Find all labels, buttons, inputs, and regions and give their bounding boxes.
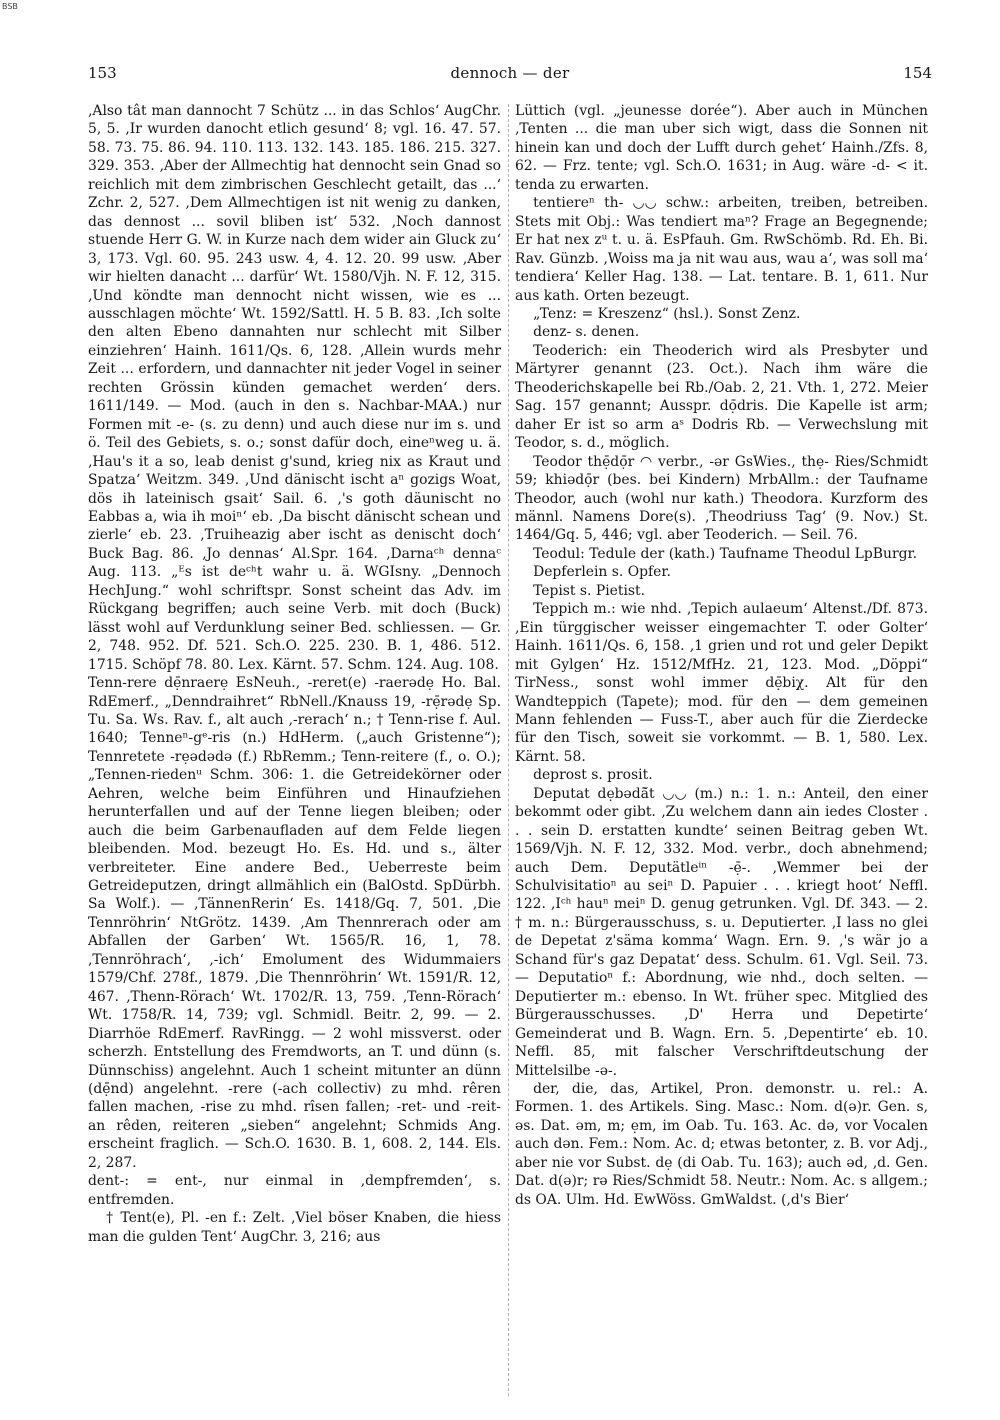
entry-deputat: Deputat dẹbədā̆t ◡◡ (m.) n.: 1. n.: Anteil, den einer bekommt oder gibt. ‚Zu welchem dann ain iedes Closter . . . sein D. erstatten kundte‘ seinen Beitrag geben Wt. 1569/Vjh. N. F. 12, 332. Mod. verbr., doch abnehmend; auch Dem. Deputätleⁱⁿ -ẹ̄-. ‚Wemmer bei der Schulvisitatioⁿ au seiⁿ D. Papuier . . . kriegt hoot‘ Neffl. 122. ‚Iᶜʰ hauⁿ meiⁿ D. genug getrunken. Vgl. Df. 343. — 2. † m. n.: Bürgerausschuss, s. u. Deputierter. ‚I lass no glei de Depetat z'säma komma‘ Wagn. Ern. 9. ‚'s wär jo a Schand für's gaz Depatat‘ dess. Schulm. 61. Vgl. Seil. 73. — Deputatioⁿ f.: Abordnung, wie nhd., doch selten. — Deputierter m.: ebenso. In Wt. früher spec. Mitglied des Bürgerausschusses. ‚D' Herra und Depetirte‘ Gemeinderat und B. Wagn. Ern. 5. ‚Depentirte‘ eb. 10. Neffl. 85, mit falscher Verschriftdeutschung der Mittelsilbe -ə-. <box>515 785 928 1079</box>
running-title: dennoch — der <box>450 64 570 82</box>
right-column <box>515 102 928 1402</box>
page-header <box>88 64 932 90</box>
entry-tenn-rere: Tenn-rere dẹ̄nraerẹ EsNeuh., -reret(e) -raerədẹ Ho. Bal. RdEmerf., „Denndraihret“ RbNell./Knauss 19, -rẹ̄rədẹ Sp. Tu. Sa. Ws. Rav. f., alt auch ‚-rerach‘ n.; † Tenn-rise f. Aul. 1640; Tenneⁿ-gᵉ-ris (n.) HdHerm. („auch Gristenne“); Tennretete -rẹədədə (f.) RbRemm.; Tenn-reitere (f., o. O.); „Tennen-riedenᵘ Schm. 306: 1. die Getreidekörner oder Aehren, welche beim Einführen und Hinaufziehen herunterfallen und auf der Tenne liegen bleiben; oder auch die beim Garbenaufladen auf dem Felde liegen bleibenden. Mod. bezeugt Ho. Es. Hd. und s., älter verbreiteter. Eine andere Bed., Ueberreste beim Getreideputzen, dringt allmählich ein (BalOstd. SpDürbh. Sa Wolf.). — ‚TännenRerin‘ Es. 1418/Gq. 7, 501. ‚Die Tennröhrin‘ NtGrötz. 1439. ‚Am Thennrerach oder am Abfallen der Garben‘ Wt. 1565/R. 16, 1, 78. ‚Tennröhrach‘, ‚-ich‘ Emolument des Widummaiers 1579/Chf. 278f., 1879. ‚Die Thennröhrin‘ Wt. 1591/R. 12, 467. ‚Thenn-Rörach‘ Wt. 1702/R. 13, 759. ‚Tenn-Rörach‘ Wt. 1758/R. 14, 739; vgl. Schmidl. Beitr. 2, 99. — 2. Diarrhöe RdEmerf. RavRingg. — 2 wohl missverst. oder scherzh. Entstellung des Fremdworts, an T. und dünn (s. Dünnschiss) angelehnt. Auch 1 scheint mitunter an dünn (dẹ̄nd) angelehnt. -rere (-ach collectiv) zu mhd. rêren fallen machen, -rise zu mhd. rîsen fallen; -ret- und -reit- an rêden, reiteren „sieben“ angelehnt; Schmids Ang. erscheint fraglich. — Sch.O. 1630. B. 1, 608. 2, 144. Els. 2, 287. <box>88 675 501 1171</box>
left-page-number: 153 <box>88 64 117 82</box>
entry-der: der, die, das, Artikel, Pron. demonstr. u. rel.: A. Formen. 1. des Artikels. Sing. Masc.: Nom. d(ə)r. Gen. s, əs. Dat. əm, m; ẹm, im Oab. Tu. 163. Ac. də, vor Vocalen auch dən. Fem.: Nom. Ac. d; etwas betonter, z. B. vor Adj., aber nie vor Subst. dẹ (di Oab. Tu. 163); auch əd, ‚d. Gen. Dat. d(ə)r; rə Ries/Schmidt 58. Neutr.: Nom. Ac. s allgem.; ds OA. Ulm. Hd. EwWöss. GmWaldst. (‚d's Bier‘ <box>515 1081 928 1208</box>
library-mark: BSB <box>2 2 18 11</box>
entry-teppich: Teppich m.: wie nhd. ‚Tepich aulaeum‘ Altenst./Df. 873. ‚Ein türggischer weisser eingemachter T. oder Golter‘ Hainh. 1611/Qs. 6, 158. ‚1 grien und rot und geler Depikt mit Gylgen‘ Hz. 1512/MfHz. 21, 123. Mod. „Döppi“ TirNess., sonst wohl immer dẹ̄biχ. Alt für den Wandteppich (Tapete); mod. für den — dem gemeinen Mann fehlenden — Fuss-T., aber auch für die Zierdecke für den Tisch, soweit sie vorkommt. — B. 1, 580. Lex. Kärnt. 58. <box>515 601 928 765</box>
entry-tenz: „Tenz: = Kreszenz“ (hsl.). Sonst Zenz. <box>533 305 801 322</box>
entry-teodor: Teodor thẹ̄dọ̄r ◠ verbr., -ər GsWies., thẹ- Ries/Schmidt 59; khiədọ̄r (bes. bei Kindern) MrbAllm.: der Taufname Theodor, auch (wohl nur kath.) Theodora. Kurzform des männl. Namens Dore(s). ‚Theodriuss Tag‘ (9. Nov.) St. 1464/Gq. 5, 446; vgl. aber Teoderich. — Seil. 76. <box>515 453 928 544</box>
entry-tentieren: tentiereⁿ th- ◡◡ schw.: arbeiten, treiben, betreiben. Stets mit Obj.: Was tendiert maⁿ? Frage an Begegnende; Er hat nex zᵘ t. u. ä. EsPfauh. Gm. RwSchömb. Rd. Eh. Bi. Rav. Günzb. ‚Woiss ma ja nit wau aus, wau a‘, was soll ma‘ tendiera‘ Keller Hag. 138. — Lat. tentare. B. 1, 611. Nur aus kath. Orten bezeugt. <box>515 195 928 304</box>
column-divider <box>508 104 509 1396</box>
entry-dent: dent-: = ent-, nur einmal in ‚dempfremden‘, s. entfremden. <box>88 1173 501 1208</box>
entry-tepist: Tepist s. Pietist. <box>533 582 646 599</box>
entry-teoderich: Teoderich: ein Theoderich wird als Presbyter und Märtyrer genannt (23. Oct.). Nach ihm wäre die Theoderichskapelle bei Rb./Oab. 2, 21. Vth. 1, 272. Meier Sag. 157 genannt; Ausspr. dọ̄dris. Die Kapelle ist arm; daher Er ist so arm aˢ Dodris Rb. — Verwechslung mit Teodor, s. d., möglich. <box>515 342 928 452</box>
right-page-number: 154 <box>903 64 932 82</box>
entry-deprost: deprost s. prosit. <box>533 767 653 784</box>
entry-paragraph: ‚Also tât man dannocht 7 Schütz ... in das Schlos‘ AugChr. 5, 5. ‚Ir wurden danocht etlich gesund‘ 8; vgl. 16. 47. 57. 58. 73. 75. 86. 94. 110. 113. 132. 143. 185. 186. 215. 327. 329. 353. ‚Aber der Allmechtig hat dennocht sein Gnad so reichlich mit dem zimbrischen Geschlecht getailt, das ...‘ Zchr. 2, 527. ‚Dem Allmechtigen ist nit wenig zu danken, das dennost ... sovil bliben ist‘ 532. ‚Noch dannost stuende Herr G. W. in Kurze nach dem wider ain Gluck zu‘ 3, 173. Vgl. 60. 95. 243 usw. 4, 4. 12. 20. 99 usw. ‚Aber wir hielten danacht ... darfür‘ Wt. 1580/Vjh. N. F. 12, 315. ‚Und köndte man dennocht nicht wissen, wie es ... ausschlagen möchte‘ Wt. 1592/Sattl. H. 5 B. 83. ‚Ich solte den alten Ebeno dannahten nur schlecht mit Silber einziehren‘ Hainh. 1611/Qs. 6, 128. ‚Allein wurds mehr Zeit ... erfordern, und dannachter nit jeder Vogel in seiner rechten Grössin künden gemachet werden‘ ders. 1611/149. — Mod. (auch in den s. Nachbar-MAA.) nur Formen mit -e- (s. zu denn) und auch diese nur im s. und ö. Teil des Gebiets, s. o.; sonst dafür doch, eineⁿweg u. ä. ‚Hau's it a so, leab denist g'sund, krieg nix as Kraut und Spatza‘ Weitzm. 349. ‚Und dänischt ischt aⁿ gozigs Woat, dös ih lateinisch gsait‘ Sail. 6. ‚'s goth däunischt no Eabbas a, wia ih moiⁿ‘ eb. ‚Da bischt dänischt schean und zierle‘ eb. 23. ‚Truiheazig aber ischt as denischt doch‘ Buck Bag. 86. ‚Jo dennas‘ Al.Spr. 164. ‚Darnaᶜʰ dennaᶜ Aug. 113. „ᴱs ist deᶜʰt wahr u. ä. WGIsny. „Dennoch HechJung.“ wohl schriftspr. Sonst scheint das Adv. im Rückgang begriffen; auch seine Verb. mit doch (Buck) lässt wohl auf Verdunklung seiner Bed. schliessen. — Gr. 2, 748. 952. Df. 521. Sch.O. 225. 230. B. 1, 486. 512. 1715. Schöpf 78. 80. Lex. Kärnt. 57. Schm. 124. Aug. 108. <box>88 103 501 673</box>
entry-teodul: Teodul: Tedule der (kath.) Taufname Theodul LpBurgr. <box>533 545 918 562</box>
entry-denz: denz- s. denen. <box>533 324 640 341</box>
entry-tente: † Tent(e), Pl. -en f.: Zelt. ‚Viel böser Knaben, die hiess man die gulden Tent‘ AugChr. 3, 216; aus <box>88 1210 501 1245</box>
entry-depferlein: Depferlein s. Opfer. <box>533 564 671 581</box>
left-column <box>88 102 501 1402</box>
entry-paragraph: Lüttich (vgl. „jeunesse dorée“). Aber auch in München ‚Tenten ... die man uber sich wigt, dass die Sonnen nit hinein kan und doch der Lufft durch gehet‘ Hainh./Zfs. 8, 62. — Frz. tente; vgl. Sch.O. 1631; in Aug. wäre -d- < it. tenda zu erwarten. <box>515 103 928 193</box>
